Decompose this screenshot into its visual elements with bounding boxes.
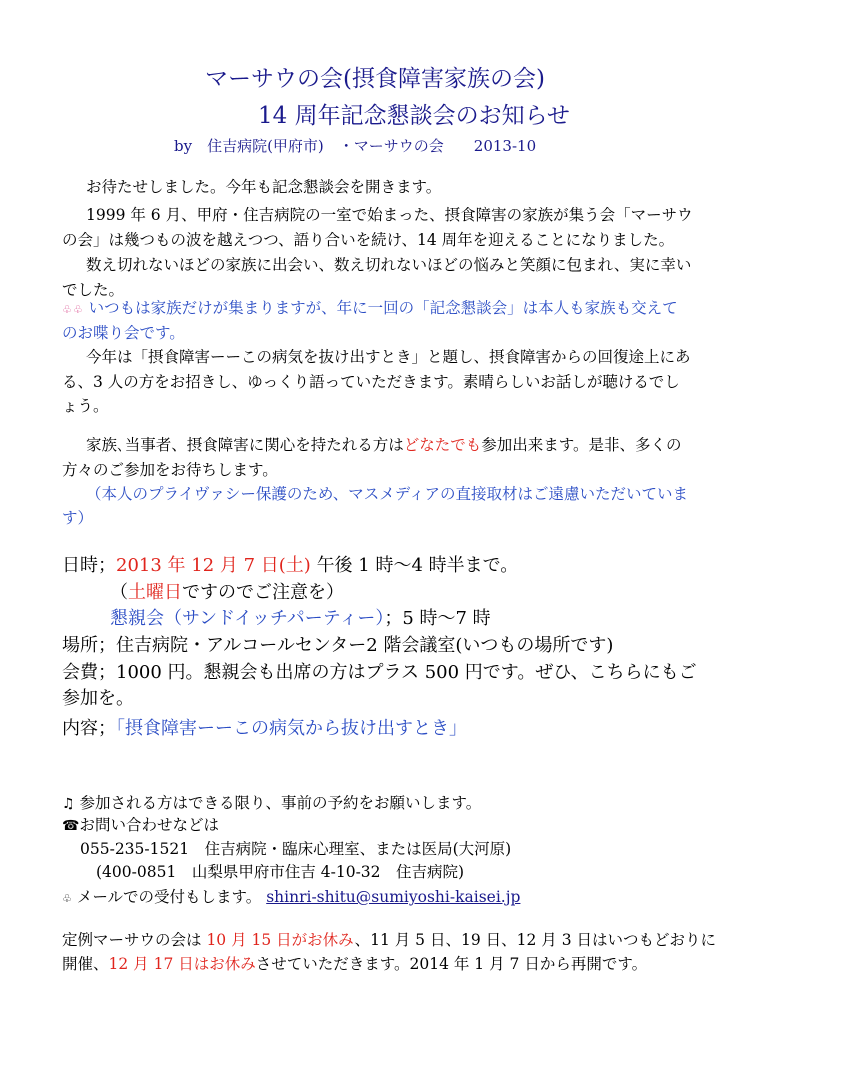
mail-text: メールでの受付もします。 [76, 888, 262, 906]
inquiry-text: お問い合わせなどは [79, 816, 219, 834]
content-row [62, 720, 467, 738]
footer-text-a: 定例マーサウの会は [62, 931, 207, 949]
footer-text-c: 、11 月 5 日、19 日、12 月 3 日はいつもどおりに [354, 931, 716, 949]
intro-p4-text: いつもは家族だけが集まりますが、年に一回の「記念懇談会」は本人も家族も交えて [88, 299, 678, 317]
date-note-open: （ [110, 582, 128, 603]
party-label: 懇親会（サンドイッチパーティー） [110, 608, 385, 629]
intro-p6-text-c: 参加出来ます。是非、多くの [481, 436, 682, 454]
date-label: 日時； [62, 555, 116, 576]
date-value: 2013 年 12 月 7 日(土) [116, 555, 311, 576]
title-line-2: 14 周年記念懇談会のお知らせ [258, 103, 570, 129]
intro-p2-line2: の会」は幾つもの波を越えつつ、語り合いを続け、14 周年を迎えることになりました。 [62, 231, 675, 249]
intro-p1: お待たせしました。今年も記念懇談会を開きます。 [86, 178, 442, 196]
clover-icon: ♧ [62, 892, 72, 905]
mail-link[interactable]: shinri-shitu@sumiyoshi-kaisei.jp [266, 888, 521, 906]
content-value: 「摂食障害ーーこの病気から抜け出すとき」 [116, 718, 467, 739]
intro-p4-line1 [62, 301, 678, 317]
intro-p6-line1 [86, 438, 682, 454]
intro-p5-line2: る、3 人の方をお招きし、ゆっくり語っていただきます。素晴らしいお話しが聴けるでし [62, 373, 680, 391]
intro-p6-text-a: 家族､当事者、摂食障害に関心を持たれる方は [86, 436, 404, 454]
intro-p3-line1: 数え切れないほどの家族に出会い、数え切れないほどの悩みと笑顔に包まれ、実に幸い [86, 256, 692, 274]
footer-holiday-2: 12 月 17 日はお休み [108, 955, 256, 973]
date-time: 午後 1 時〜4 時半まで。 [316, 555, 519, 576]
fee-row-line1: 会費；1000 円。懇親会も出席の方はプラス 500 円です。ぜひ、こちらにもご [62, 662, 697, 683]
footer-text-d: 開催、 [62, 955, 109, 973]
title-line-1: マーサウの会(摂食障害家族の会) [205, 66, 545, 92]
content-label: 内容； [62, 718, 116, 739]
intro-p6-line2: 方々のご参加をお待ちします。 [62, 461, 278, 479]
date-row [62, 557, 518, 575]
inquiry-row [62, 818, 219, 834]
intro-p3-line2: でした。 [62, 281, 125, 299]
byline: by 住吉病院(甲府市) ・マーサウの会 2013-10 [174, 137, 537, 155]
reserve-row [62, 796, 481, 812]
footer-holiday-1: 10 月 15 日がお休み [206, 931, 355, 949]
footer-text-f: させていただきます。2014 年 1 月 7 日から再開です。 [255, 955, 648, 973]
intro-p2-line1: 1999 年 6 月、甲府・住吉病院の一室で始まった、摂食障害の家族が集う会「マーサウ [86, 206, 693, 224]
mail-row [62, 890, 520, 906]
telephone-icon: ☎ [62, 818, 80, 834]
date-note-saturday: 土曜日 [128, 582, 182, 603]
date-note [110, 584, 344, 602]
footer-line2 [62, 957, 647, 973]
intro-p5-line3: ょう。 [62, 397, 109, 415]
party-row [110, 610, 491, 628]
party-time: ；5 時〜7 時 [384, 608, 491, 629]
reserve-text: 参加される方はできる限り、事前の予約をお願いします。 [79, 794, 482, 812]
date-note-rest: ですのでご注意を） [182, 582, 344, 603]
intro-p5-line1: 今年は「摂食障害ーーこの病気を抜け出すとき」と題し、摂食障害からの回復途上にあ [86, 348, 691, 366]
intro-p7-line1: （本人のプライヴァシー保護のため、マスメディアの直接取材はご遠慮いただいていま [86, 485, 689, 503]
intro-p4-line2: のお喋り会です。 [62, 324, 185, 342]
place-row: 場所；住吉病院・アルコールセンター2 階会議室(いつもの場所です) [62, 635, 614, 656]
intro-p6-highlight: どなたでも [403, 436, 482, 454]
clover-icon: ♧♧ [62, 303, 84, 316]
fee-row-line2: 参加を。 [62, 688, 134, 709]
address-row: (400-0851 山梨県甲府市住吉 4-10-32 住吉病院) [96, 863, 465, 881]
footer-line1 [62, 933, 716, 949]
music-note-icon: ♫ [62, 796, 75, 812]
phone-row: 055-235-1521 住吉病院・臨床心理室、または医局(大河原) [80, 840, 512, 858]
intro-p7-line2: す） [62, 509, 94, 527]
